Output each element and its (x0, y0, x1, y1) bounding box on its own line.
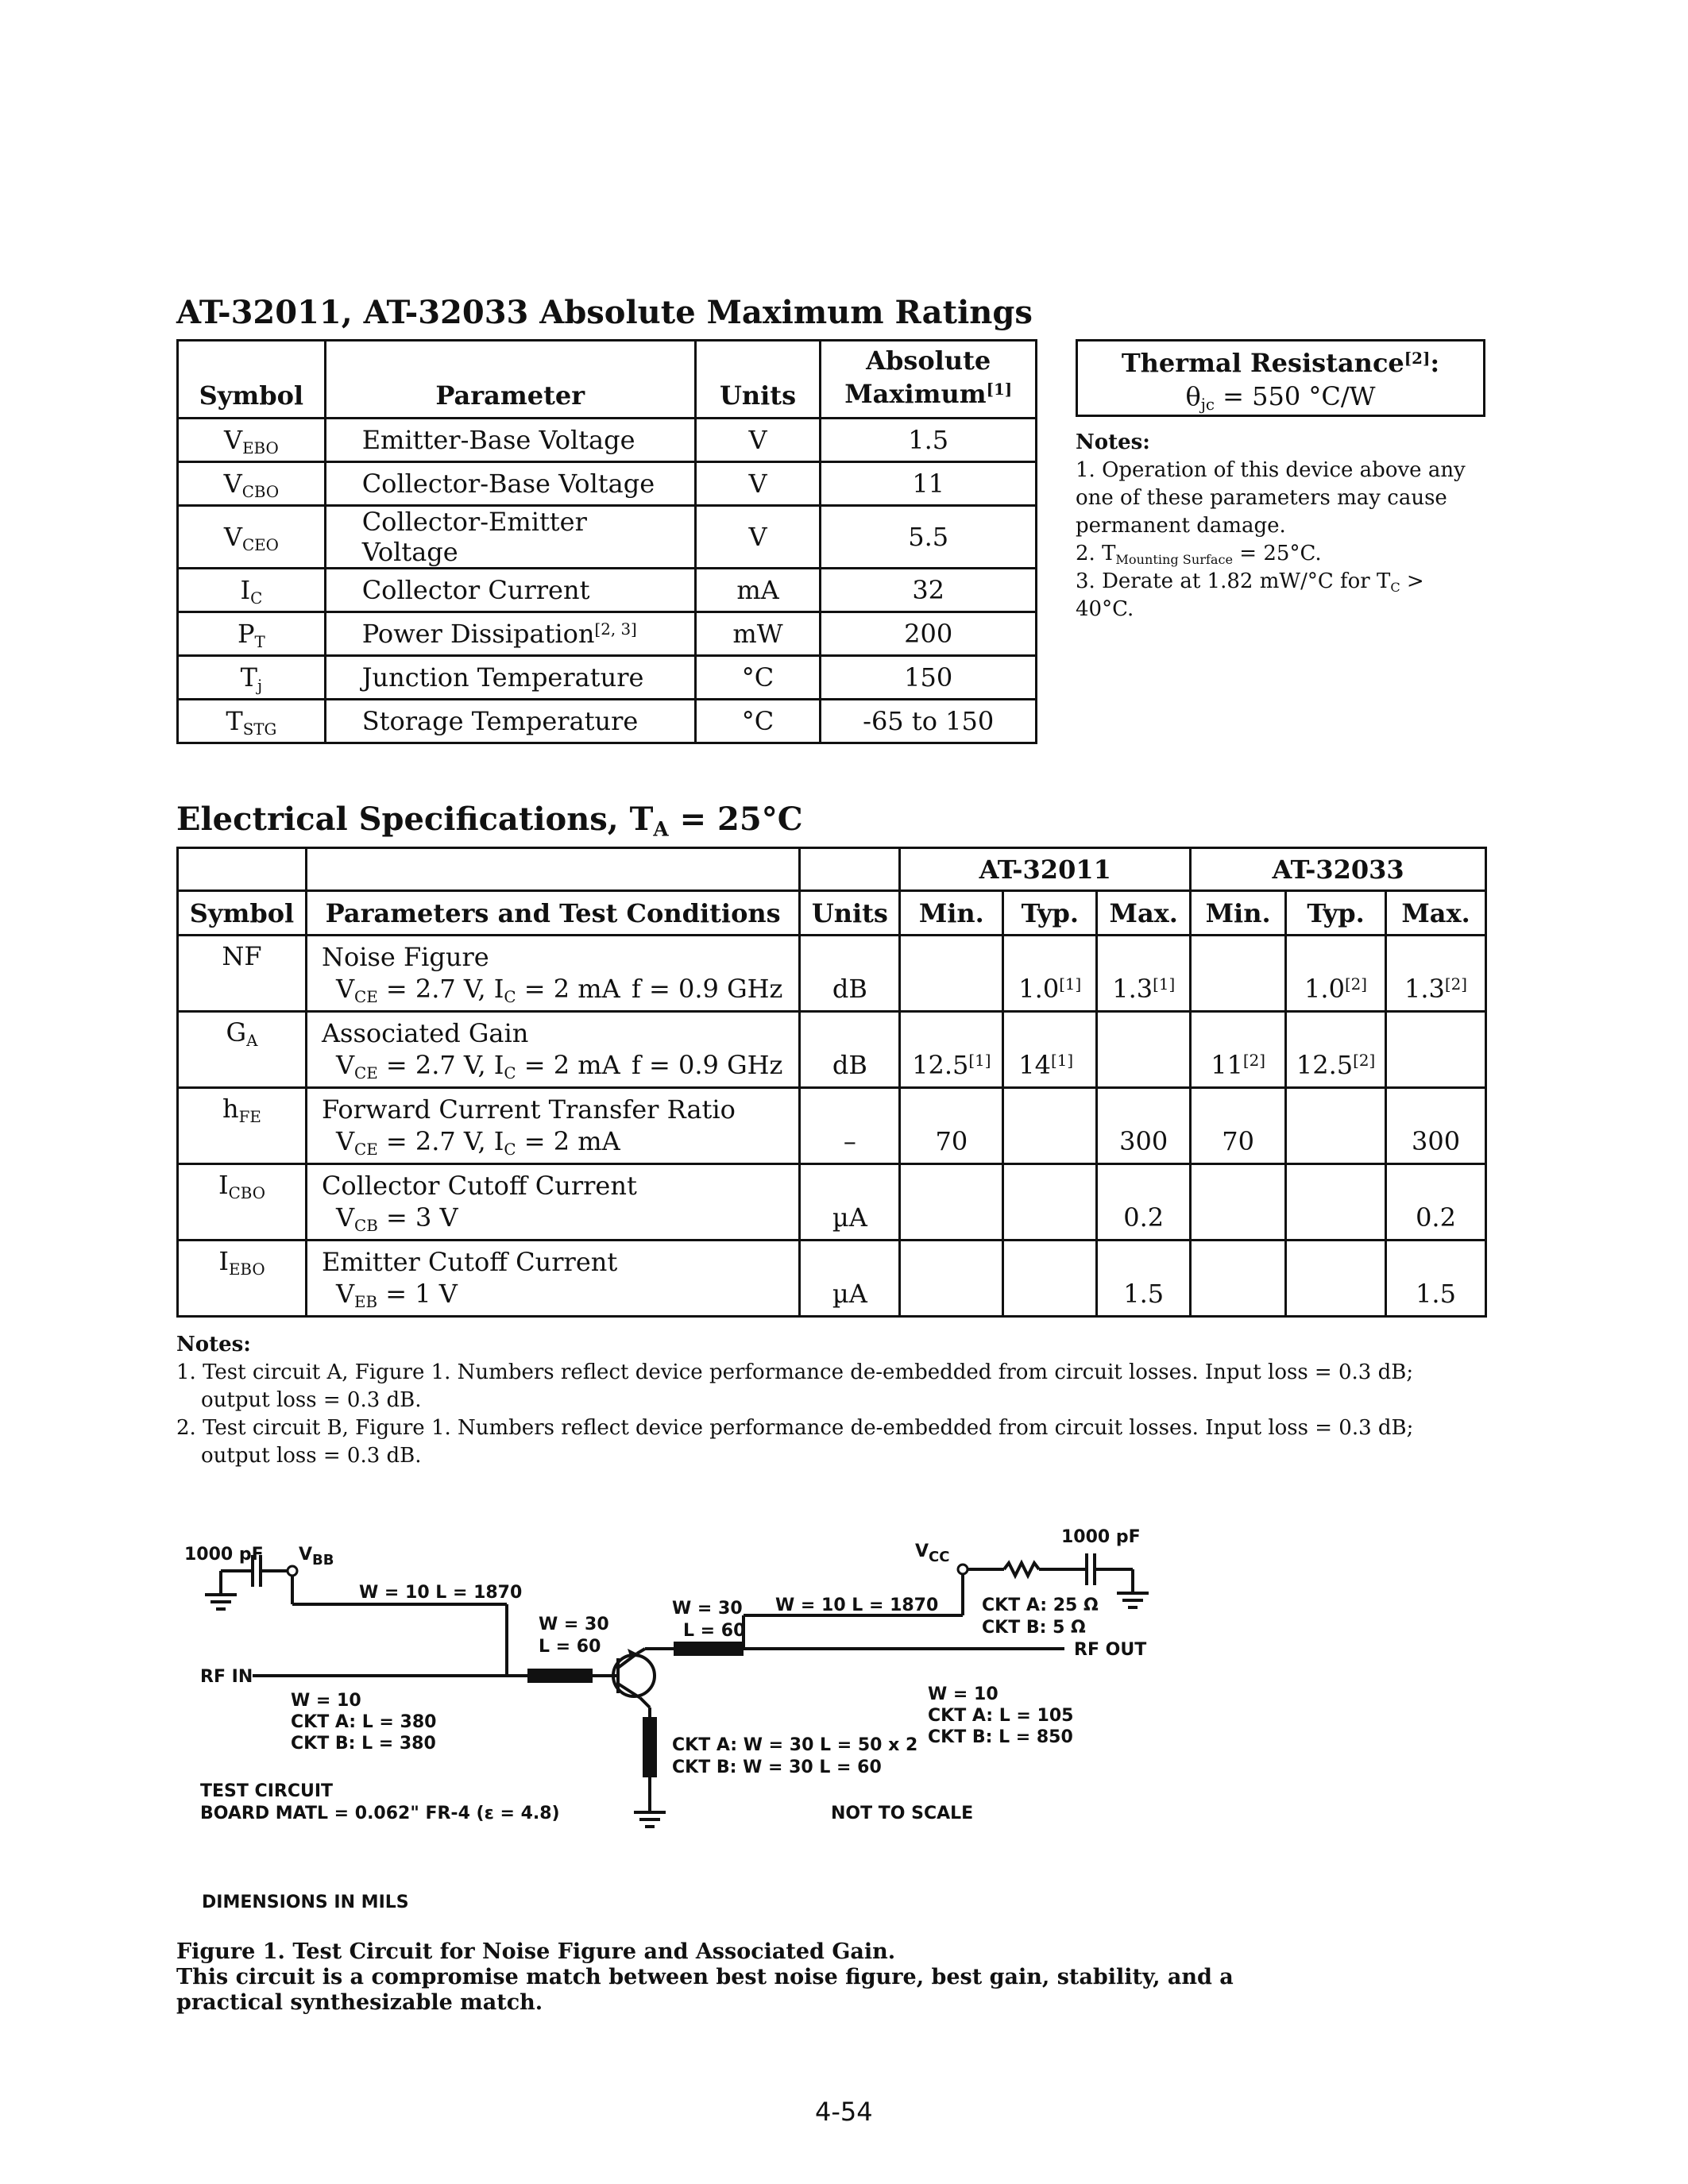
stub-out-w: W = 30 (672, 1599, 743, 1619)
units-cell: V (695, 506, 821, 569)
resistor-ckt-b: CKT B: 5 Ω (982, 1618, 1086, 1638)
parameter-cell: Power Dissipation[2, 3] (325, 612, 695, 656)
max-cell: 32 (821, 569, 1037, 612)
cap-right-label: 1000 pF (1061, 1527, 1141, 1547)
elec-header-symbol: Symbol (178, 891, 307, 936)
units-cell: µA (800, 1241, 900, 1317)
elec-spec-title: Electrical Specifications, $T_A = 25^\circ C$ (176, 801, 803, 841)
b-min-cell: 70 (1191, 1088, 1286, 1164)
emitter-ckt-b: CKT B: W = 30 L = 60 (672, 1758, 882, 1777)
in-line-b: CKT B: L = 380 (291, 1734, 436, 1754)
condition-cell: Forward Current Transfer Ratio $V_{CE} = 2.7$ V, $I_C = 2$ mA (306, 1088, 799, 1164)
a-max-cell: 1.3[1] (1097, 936, 1191, 1012)
symbol-cell: $T_j$ (178, 656, 326, 700)
a-min-cell (900, 1241, 1003, 1317)
elec-spec-table (176, 847, 1487, 1318)
note-2: 2. Test circuit B, Figure 1. Numbers reflect device performance de-embedded from circuit losses. Input loss = 0.3 dB; (176, 1416, 1414, 1440)
test-circuit-label: TEST CIRCUIT (200, 1781, 334, 1801)
a-min-cell (900, 1164, 1003, 1241)
header-b-min: Min. (1191, 891, 1286, 936)
board-label: BOARD MATL = 0.062" FR-4 (ε = 4.8) (200, 1804, 560, 1823)
symbol-cell: $V_{EBO}$ (178, 419, 326, 462)
stub-in-w: W = 30 (539, 1615, 609, 1634)
thermal-value: $\theta_{jc} = 550$ °C/W (1185, 381, 1376, 414)
b-min-cell (1191, 936, 1286, 1012)
line2-label: W = 10 L = 1870 (775, 1596, 939, 1615)
parameter-cell: Collector Current (325, 569, 695, 612)
notes-heading: Notes: (176, 1333, 251, 1356)
abs-max-title: AT-32011, AT-32033 Absolute Maximum Ratings (176, 294, 1033, 331)
parameter-cell: Emitter-Base Voltage (325, 419, 695, 462)
line1-label: W = 10 L = 1870 (359, 1583, 523, 1603)
table-row (178, 1012, 1486, 1088)
table-row (178, 419, 1037, 462)
b-typ-cell (1286, 1088, 1386, 1164)
a-typ-cell (1003, 1088, 1097, 1164)
symbol-cell: $G_A$ (178, 1012, 307, 1088)
condition-cell: Associated Gain $V_{CE} = 2.7$ V, $I_C = 2$ mA f = 0.9 GHz (306, 1012, 799, 1088)
b-typ-cell (1286, 1164, 1386, 1241)
symbol-cell: $T_{STG}$ (178, 700, 326, 743)
b-min-cell (1191, 1164, 1286, 1241)
parameter-cell: Storage Temperature (325, 700, 695, 743)
elec-header-row (178, 891, 1486, 936)
note-2-cont: output loss = 0.3 dB. (201, 1444, 422, 1468)
max-cell: 150 (821, 656, 1037, 700)
max-cell: 11 (821, 462, 1037, 506)
units-cell: µA (800, 1164, 900, 1241)
resistor-ckt-a: CKT A: 25 Ω (982, 1596, 1099, 1615)
table-row (178, 936, 1486, 1012)
units-cell: °C (695, 700, 821, 743)
out-line-b: CKT B: L = 850 (928, 1727, 1073, 1747)
b-typ-cell: 1.0[2] (1286, 936, 1386, 1012)
not-to-scale-label: NOT TO SCALE (831, 1804, 974, 1823)
table-row (178, 462, 1037, 506)
condition-cell: Noise Figure $V_{CE} = 2.7$ V, $I_C = 2$ mA f = 0.9 GHz (306, 936, 799, 1012)
vbb-node (288, 1566, 297, 1576)
thermal-title: Thermal Resistance[2]: (1121, 348, 1440, 378)
symbol-cell: NF (178, 936, 307, 1012)
group-at32033: AT-32033 (1191, 848, 1486, 891)
elec-group-row (178, 848, 1486, 891)
table-row (178, 506, 1037, 569)
abs-header-symbol: Symbol (178, 341, 326, 419)
out-line-a: CKT A: L = 105 (928, 1706, 1074, 1726)
symbol-cell: $P_T$ (178, 612, 326, 656)
a-max-cell: 1.5 (1097, 1241, 1191, 1317)
page-number: 4-54 (815, 2097, 873, 2127)
b-max-cell: 0.2 (1386, 1164, 1486, 1241)
note-1: 1. Test circuit A, Figure 1. Numbers reflect device performance de-embedded from circuit losses. Input loss = 0.3 dB; (176, 1360, 1414, 1384)
stub-in-l: L = 60 (539, 1637, 601, 1657)
units-cell: dB (800, 936, 900, 1012)
max-cell: -65 to 150 (821, 700, 1037, 743)
table-row (178, 700, 1037, 743)
symbol-cell: $V_{CEO}$ (178, 506, 326, 569)
symbol-cell: $I_C$ (178, 569, 326, 612)
vbb-label: $V_{BB}$ (299, 1545, 334, 1569)
header-b-typ: Typ. (1286, 891, 1386, 936)
abs-notes (1076, 429, 1489, 623)
a-max-cell (1097, 1012, 1191, 1088)
header-a-min: Min. (900, 891, 1003, 936)
parameter-cell: Collector-Emitter Voltage (325, 506, 695, 569)
parameter-cell: Junction Temperature (325, 656, 695, 700)
abs-header-row (178, 341, 1037, 419)
elec-header-units: Units (800, 891, 900, 936)
units-cell: dB (800, 1012, 900, 1088)
a-min-cell: 70 (900, 1088, 1003, 1164)
elec-header-params: Parameters and Test Conditions (306, 891, 799, 936)
out-line-w: W = 10 (928, 1684, 999, 1704)
caption-title: Figure 1. Test Circuit for Noise Figure and Associated Gain. (176, 1939, 896, 1964)
symbol-cell: $I_{EBO}$ (178, 1241, 307, 1317)
note-1-cont: output loss = 0.3 dB. (201, 1388, 422, 1412)
b-max-cell (1386, 1012, 1486, 1088)
units-cell: – (800, 1088, 900, 1164)
units-cell: mA (695, 569, 821, 612)
table-row (178, 1088, 1486, 1164)
condition-cell: Collector Cutoff Current $V_{CB} = 3$ V (306, 1164, 799, 1241)
stub-in-mark (527, 1669, 593, 1683)
dimensions-label: DIMENSIONS IN MILS (202, 1893, 409, 1912)
symbol-cell: $V_{CBO}$ (178, 462, 326, 506)
figure-caption (176, 1939, 1487, 2016)
stub-out-l: L = 60 (683, 1621, 746, 1641)
a-typ-cell (1003, 1164, 1097, 1241)
note-3: 3. Derate at 1.82 mW/°C for $T_C > 40^\circ C$. (1076, 569, 1424, 621)
header-b-max: Max. (1386, 891, 1486, 936)
b-min-cell (1191, 1241, 1286, 1317)
header-a-max: Max. (1097, 891, 1191, 936)
parameter-cell: Collector-Base Voltage (325, 462, 695, 506)
a-max-cell: 300 (1097, 1088, 1191, 1164)
units-cell: °C (695, 656, 821, 700)
thermal-resistance-box (1076, 339, 1485, 417)
condition-cell: Emitter Cutoff Current $V_{EB} = 1$ V (306, 1241, 799, 1317)
circuit-wiring (205, 1553, 1149, 1827)
units-cell: V (695, 419, 821, 462)
caption-body: This circuit is a compromise match between best noise figure, best gain, stability, and a practical synthesizable match. (176, 1965, 1234, 2015)
elec-notes (176, 1331, 1487, 1470)
b-max-cell: 300 (1386, 1088, 1486, 1164)
a-min-cell (900, 936, 1003, 1012)
group-at32011: AT-32011 (900, 848, 1191, 891)
table-row (178, 656, 1037, 700)
a-typ-cell: 14[1] (1003, 1012, 1097, 1088)
a-typ-cell (1003, 1241, 1097, 1317)
units-cell: V (695, 462, 821, 506)
b-min-cell: 11[2] (1191, 1012, 1286, 1088)
table-row (178, 612, 1037, 656)
b-max-cell: 1.5 (1386, 1241, 1486, 1317)
note-1: 1. Operation of this device above any one of these parameters may cause permanent damage. (1076, 458, 1466, 538)
table-row (178, 1241, 1486, 1317)
max-cell: 200 (821, 612, 1037, 656)
symbol-cell: $I_{CBO}$ (178, 1164, 307, 1241)
b-typ-cell: 12.5[2] (1286, 1012, 1386, 1088)
max-cell: 1.5 (821, 419, 1037, 462)
test-circuit-diagram (0, 1509, 1688, 1922)
table-row (178, 569, 1037, 612)
notes-heading: Notes: (1076, 430, 1150, 454)
vcc-label: $V_{CC}$ (915, 1542, 950, 1565)
a-max-cell: 0.2 (1097, 1164, 1191, 1241)
abs-header-units: Units (695, 341, 821, 419)
abs-max-table (176, 339, 1037, 744)
b-max-cell: 1.3[2] (1386, 936, 1486, 1012)
a-min-cell: 12.5[1] (900, 1012, 1003, 1088)
emitter-ckt-a: CKT A: W = 30 L = 50 x 2 (672, 1735, 918, 1755)
header-a-typ: Typ. (1003, 891, 1097, 936)
vcc-node (958, 1565, 968, 1574)
in-line-a: CKT A: L = 380 (291, 1712, 437, 1732)
in-line-w: W = 10 (291, 1691, 361, 1711)
table-row (178, 1164, 1486, 1241)
symbol-cell: $h_{FE}$ (178, 1088, 307, 1164)
emitter-stub-mark (643, 1717, 657, 1777)
units-cell: mW (695, 612, 821, 656)
cap-left-label: 1000 pF (184, 1545, 264, 1565)
rf-in-label: RF IN (200, 1667, 253, 1687)
note-2: 2. $T_{Mounting Surface} = 25^\circ C$. (1076, 542, 1322, 567)
rf-out-label: RF OUT (1074, 1640, 1147, 1660)
abs-header-parameter: Parameter (325, 341, 695, 419)
b-typ-cell (1286, 1241, 1386, 1317)
max-cell: 5.5 (821, 506, 1037, 569)
abs-header-maximum: Absolute Maximum[1] (821, 341, 1037, 419)
stub-out-mark (674, 1642, 744, 1656)
a-typ-cell: 1.0[1] (1003, 936, 1097, 1012)
